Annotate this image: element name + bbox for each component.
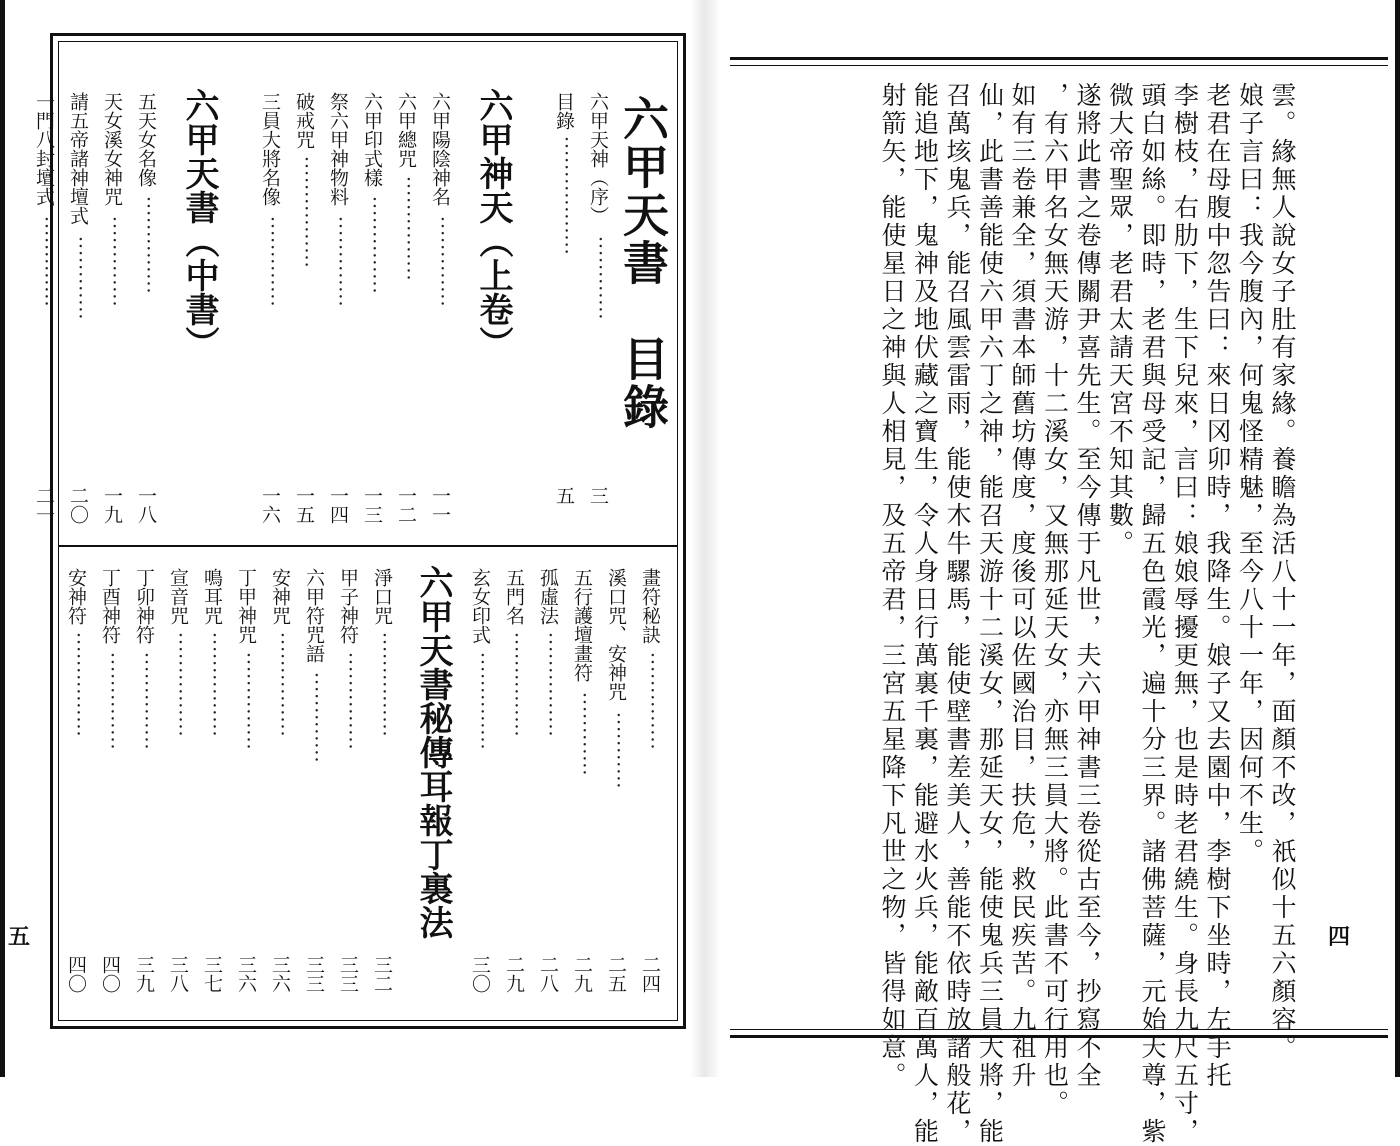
toc-entry-title: 六甲天神（序） bbox=[587, 92, 609, 225]
body-text-column: 仙，此書善能使六甲六丁之神，能召天游十二溪女，那延天女，能使鬼兵三員大將，能 bbox=[975, 82, 1005, 1146]
toc-leader-dots: ·············· bbox=[339, 652, 361, 751]
toc-entry-title: 畫符秘訣 bbox=[639, 568, 661, 644]
toc-section-heading: 六甲神天（上卷） bbox=[473, 88, 513, 360]
toc-entry-title: 玄女印式 bbox=[469, 568, 491, 644]
toc-entry-title: 溪口咒、安神咒 bbox=[605, 568, 627, 701]
toc-entry-title: 甲子神符 bbox=[337, 568, 359, 644]
toc-page-number: 三九 bbox=[133, 955, 155, 993]
toc-leader-dots: ············· bbox=[261, 216, 283, 308]
toc-leader-dots: ··············· bbox=[373, 632, 395, 738]
page-number-right: 四 bbox=[1328, 924, 1351, 950]
body-text-column: 遂將此書之卷傳關尹喜先生。至今傳于凡世，夫六甲神書三卷從古至今，抄寫不全 bbox=[1073, 82, 1102, 1090]
toc-section-heading: 六甲天書（中書） bbox=[179, 88, 219, 360]
toc-entry-title: 祭六甲神物料 bbox=[327, 92, 349, 206]
toc-entry-title: 三員大將名像 bbox=[259, 92, 281, 206]
toc-leader-dots: ·············· bbox=[101, 652, 123, 751]
toc-entry-title: 請五帝諸神壇式 bbox=[67, 92, 89, 225]
toc-page-number: 三八 bbox=[167, 955, 189, 993]
toc-entry-title: 六甲印式樣 bbox=[361, 92, 383, 187]
toc-entry-title: 孤虛法 bbox=[537, 568, 559, 625]
page-number-left: 五 bbox=[8, 924, 31, 950]
toc-page-number: 三六 bbox=[235, 955, 257, 993]
toc-entry-title: 一門八封壇式 bbox=[33, 92, 55, 206]
toc-leader-dots: ············· bbox=[305, 672, 327, 764]
body-text-column: 李樹枝，右肋下，生下兒來，言曰：娘娘辱擾更無，也是時老君繞生。身長九尺五寸， bbox=[1170, 82, 1200, 1146]
toc-leader-dots: ··············· bbox=[505, 632, 527, 738]
toc-section-heading: 六甲天書秘傳耳報丁裏法 bbox=[413, 565, 453, 939]
toc-entry-title: 丁卯神符 bbox=[133, 568, 155, 644]
toc-leader-dots: ··············· bbox=[397, 176, 419, 282]
toc-leader-dots: ··············· bbox=[539, 632, 561, 738]
body-text-column: ，有六甲名女無天游，十二溪女，又無那延天女，亦無三員大將。此書不可行用也。 bbox=[1040, 82, 1070, 1118]
toc-entry-title: 鳴耳咒 bbox=[201, 568, 223, 625]
toc-page-number: 一二 bbox=[395, 486, 417, 524]
toc-page-number: 四〇 bbox=[99, 955, 121, 993]
toc-page-number: 二一 bbox=[33, 486, 55, 524]
toc-entry-title: 破戒咒 bbox=[293, 92, 315, 149]
toc-leader-dots: ············ bbox=[589, 236, 611, 321]
toc-page-number: 一四 bbox=[327, 486, 349, 524]
toc-entry-title: 安神符 bbox=[65, 568, 87, 625]
toc-page-number: 一六 bbox=[259, 486, 281, 524]
toc-leader-dots: ·············· bbox=[135, 652, 157, 751]
toc-entry-title: 丁酉神符 bbox=[99, 568, 121, 644]
toc-page-number: 三 bbox=[587, 486, 609, 505]
body-text-column: 娘子言曰：我今腹內，何鬼怪精魅，至今八十一年，因何不生。 bbox=[1235, 82, 1265, 866]
book-gutter bbox=[690, 0, 720, 1077]
toc-leader-dots: ··············· bbox=[67, 632, 89, 738]
toc-entry-title: 宣音咒 bbox=[167, 568, 189, 625]
toc-page-number: 一三 bbox=[361, 486, 383, 524]
toc-page-number: 三三 bbox=[337, 955, 359, 993]
toc-divider bbox=[58, 545, 678, 547]
body-text-column: 召萬垓鬼兵，能召風雲雷雨，能使木牛騾馬，能使壁書差美人，善能不依時放諸般花， bbox=[943, 82, 972, 1146]
toc-leader-dots: ·············· bbox=[363, 196, 385, 295]
toc-page-number: 二四 bbox=[639, 955, 661, 993]
body-text-column: 射箭矢，能使星日之神與人相見，及五帝君，三宮五星降下凡世之物，皆得如意。 bbox=[878, 82, 907, 1090]
body-text-column: 如有三卷兼全，須書本師舊坊傳度，度後可以佐國治目，扶危，救民疾苦。九祖升 bbox=[1008, 82, 1037, 1090]
text-frame-top-thin bbox=[730, 65, 1388, 66]
toc-title: 六甲天書 目錄 bbox=[616, 95, 670, 431]
toc-page-number: 一八 bbox=[135, 486, 157, 524]
toc-entry-title: 六甲符咒語 bbox=[303, 568, 325, 663]
body-text-column: 雲。緣無人說女子肚有家緣。養瞻為活八十一年，面顏不改，祇似十五六顏容。 bbox=[1268, 82, 1297, 1062]
toc-leader-dots: ··············· bbox=[271, 632, 293, 738]
toc-entry-title: 天女溪女神咒 bbox=[101, 92, 123, 206]
toc-entry-title: 淨口咒 bbox=[371, 568, 393, 625]
right-scan-edge bbox=[1395, 0, 1400, 1077]
toc-page-number: 四〇 bbox=[65, 955, 87, 993]
toc-leader-dots: ················· bbox=[555, 136, 577, 256]
toc-leader-dots: ············ bbox=[69, 236, 91, 321]
toc-leader-dots: ·············· bbox=[471, 652, 493, 751]
toc-page-number: 二九 bbox=[503, 955, 525, 993]
toc-leader-dots: ··············· bbox=[203, 632, 225, 738]
toc-leader-dots: ·············· bbox=[641, 652, 663, 751]
toc-leader-dots: ··············· bbox=[169, 632, 191, 738]
toc-entry-title: 六甲總咒 bbox=[395, 92, 417, 168]
toc-leader-dots: ············· bbox=[35, 216, 57, 308]
toc-entry-title: 六甲陽陰神名 bbox=[429, 92, 451, 206]
toc-leader-dots: ············· bbox=[103, 216, 125, 308]
toc-entry-title: 五天女名像 bbox=[135, 92, 157, 187]
toc-page-number: 一五 bbox=[293, 486, 315, 524]
body-text-column: 微大帝聖眾，老君太請天宮不知其數。 bbox=[1105, 82, 1135, 558]
toc-page-number: 一一 bbox=[429, 486, 451, 524]
toc-page-number: 一九 bbox=[101, 486, 123, 524]
toc-leader-dots: ·············· bbox=[237, 652, 259, 751]
toc-page-number: 三三 bbox=[303, 955, 325, 993]
toc-entry-title: 五行護壇畫符 bbox=[571, 568, 593, 682]
toc-entry-title: 五門名 bbox=[503, 568, 525, 625]
body-text-column: 能追地下，鬼神及地伏藏之寶生，令人身日行萬裏千裏，能避水火兵，能敵百萬人，能 bbox=[910, 82, 940, 1146]
toc-leader-dots: ············· bbox=[329, 216, 351, 308]
body-text-column: 頭白如絲。即時，老君與母受記，歸五色霞光，遍十分三界。諸佛菩薩，元始天尊，紫 bbox=[1138, 82, 1167, 1146]
toc-page-number: 二九 bbox=[571, 955, 593, 993]
toc-page-number: 三二 bbox=[371, 955, 393, 993]
toc-leader-dots: ·············· bbox=[137, 196, 159, 295]
toc-leader-dots: ············· bbox=[431, 216, 453, 308]
toc-page-number: 五 bbox=[553, 486, 575, 505]
body-text-column: 老君在母腹中忽告曰：來日冈卯時，我降生。娘子又去園中，李樹下坐時，左手托 bbox=[1203, 82, 1232, 1090]
toc-entry-title: 丁甲神咒 bbox=[235, 568, 257, 644]
toc-page-number: 三六 bbox=[269, 955, 291, 993]
toc-page-number: 二〇 bbox=[67, 486, 89, 524]
toc-leader-dots: ··········· bbox=[607, 712, 629, 790]
toc-page-number: 三七 bbox=[201, 955, 223, 993]
toc-leader-dots: ············ bbox=[573, 692, 595, 777]
toc-entry-title: 安神咒 bbox=[269, 568, 291, 625]
toc-leader-dots: ················ bbox=[295, 156, 317, 269]
toc-page-number: 二五 bbox=[605, 955, 627, 993]
text-frame-top bbox=[730, 57, 1388, 60]
toc-page-number: 二八 bbox=[537, 955, 559, 993]
toc-entry-title: 目錄 bbox=[553, 92, 575, 130]
left-scan-edge bbox=[0, 0, 5, 1077]
toc-page-number: 三〇 bbox=[469, 955, 491, 993]
